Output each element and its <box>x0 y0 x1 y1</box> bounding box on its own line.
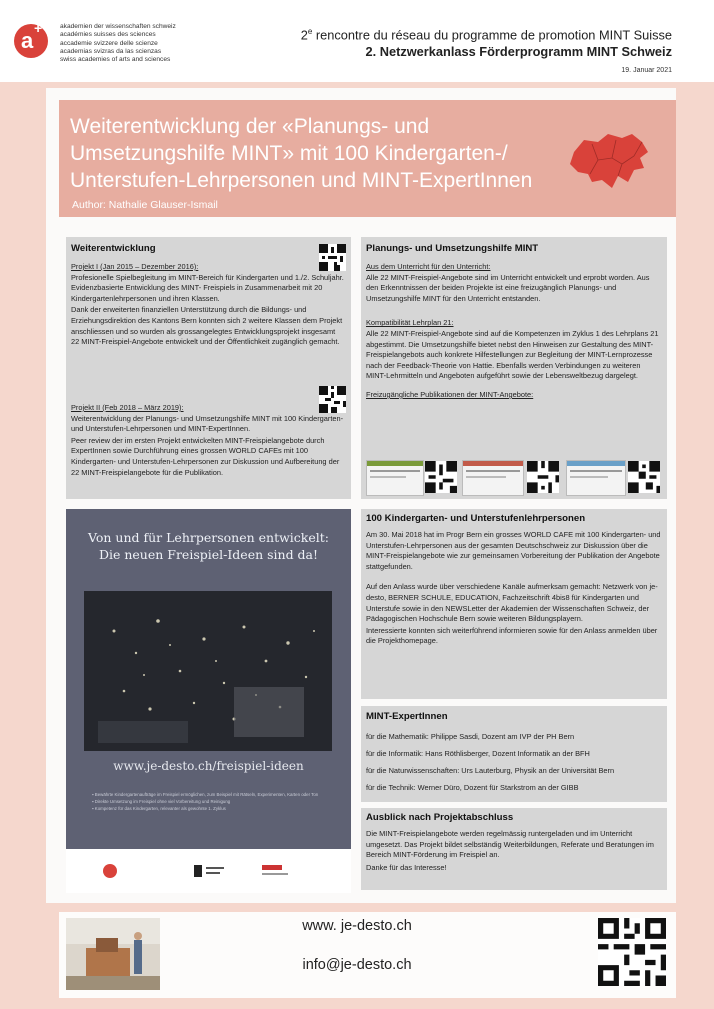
kindergarten-text: Am 30. Mai 2018 hat im Progr Bern ein grosses WORLD CAFE mit 100 Kindergarten- und Unterstufen-Lehrpersonen aus der gesamten Deutschschweiz zur Diskussion über die MINT-Freispielangebote wie zur gemeinsamen Vorbereitung der Publikation der Angebote stattgefunden. Auf den Anlass wurde über verschiedene Kanäle aufmerksam gemacht: Netzwerk von je-desto, BERNER SCHULE, EDUCATION, Fachzeitschrift 4bis8 für Kindergarten und Unterstufe sowie in den NEWSLetter der Akademien der Wissenschaften Schweiz, der Pädagogischen Hochschule Bern sowie weiteren Bildungsplayern. Interessierte konnten sich weiterführend informieren sowie für den Anlass anmelden über die Projekthomepage. <box>366 530 661 646</box>
flyer-photo <box>84 591 332 751</box>
planungshilfe-text: Aus dem Unterricht für den Unterricht: Alle 22 MINT-Freispiel-Angebote sind im Unterricht entwickelt und erprobt worden. Aus den Erkenntnissen der beiden Projekte ist eine freizugänglich Planungs- und Umsetzungshilfe MINT für den Unterricht entstanden. Kompatibilität Lehrplan 21: Alle 22 MINT-Freispiel-Angebote sind auf die Kompetenzen im Zyklus 1 des Lehrplans 21 abgestimmt. Die Umsetzungshilfe bietet nebst den Hinweisen zur Gestaltung des MINT-Freispielangebots auch konkrete Hilfestellungen zur Begleitung der MINT-Lernprozesse nach der Feedback-Theorie von Hattie. Ebenfalls werden Verbindungen zu weiteren MINT-Lehrmitteln und Angeboten aufgeführt sowie der Lebensweltbezug dargelegt. Freizugängliche Publikationen der MINT-Angebote: <box>366 262 659 399</box>
qr-code-icon[interactable] <box>628 461 660 493</box>
list-item: für die Technik: Werner Düro, Dozent für Starkstrom an der GIBB <box>366 783 579 792</box>
academies-name: akademien der wissenschaften schweiz académies suisses des sciences accademie svizzere delle scienze academias svizras da las scienzas swiss academies of arts and sciences <box>60 23 176 64</box>
flyer-url[interactable]: www.je-desto.ch/freispiel-ideen <box>113 759 304 773</box>
list-item: für die Naturwissenschaften: Urs Lauterburg, Physik an der Universität Bern <box>366 766 615 775</box>
publication-thumbnail[interactable] <box>366 460 424 496</box>
ausblick-text: Die MINT-Freispielangebote werden regelmässig runtergeladen und im Unterricht umgesetzt. Das Projekt bildet selbständig Weiterbildungen, Referate und Beratungen im Bereich MINT-Förderung im Freispiel an. Danke für das Interesse! <box>366 829 654 872</box>
event-date: 19. Januar 2021 <box>621 67 672 74</box>
ausblick-heading: Ausblick nach Projektabschluss <box>366 812 514 823</box>
flyer-title: Von und für Lehrpersonen entwickelt: Die neuen Freispiel-Ideen sind da! <box>87 530 329 562</box>
publication-thumbnail[interactable] <box>462 460 524 496</box>
event-title: 2e rencontre du réseau du programme de promotion MINT Suisse 2. Netzwerkanlass Förderprogramm MINT Schweiz <box>300 27 672 60</box>
weiterentwicklung-heading: Weiterentwicklung <box>71 243 156 254</box>
website-link[interactable]: www. je-desto.ch <box>302 918 412 934</box>
flyer-bullets: ▪ Bewährte Kindergartenaufträge im Freispiel ermöglichen, zum Beispiel mit Rätseln, Experimenten, Karten oder Ton ▪ Direkte Umsetzung im Freispiel ohne viel Vorbereitung und Reinigung ▪ Kompetenz für das Kindergarten, relevanter als gewohnte 1. Zyklus <box>92 792 319 811</box>
switzerland-map-icon <box>568 130 650 192</box>
flyer-logo-strip <box>66 849 351 893</box>
planungshilfe-heading: Planungs- und Umsetzungshilfe MINT <box>366 243 539 254</box>
publication-thumbnail[interactable] <box>566 460 626 496</box>
list-item: für die Mathematik: Philippe Sasdi, Dozent am IVP der PH Bern <box>366 732 575 741</box>
kindergarten-heading: 100 Kindergarten- und Unterstufenlehrpersonen <box>366 513 586 524</box>
qr-code-icon[interactable] <box>598 918 666 986</box>
qr-code-icon[interactable] <box>425 461 457 493</box>
experts-heading: MINT-ExpertInnen <box>366 711 448 722</box>
logo-plus-icon: + <box>34 20 43 36</box>
list-item: für die Informatik: Hans Röthlisberger, Dozent Informatik an der BFH <box>366 749 590 758</box>
logo-letter: a <box>21 28 34 53</box>
qr-code-icon[interactable] <box>527 461 559 493</box>
projekt-2-text: Projekt II (Feb 2018 – März 2019): Weiterentwicklung der Planungs- und Umsetzungshilfe MINT mit 100 Kindergarten- und Unterstufen-Lehrpersonen und MINT-ExpertInnen. Peer review der im ersten Projekt entwickelten MINT-Freispielangebote durch ExpertInnen sowie Durchführung eines grossen WORLD CAFEs mit 100 Kindergarten- und Unterstufen-Lehrpersonen zur Diskussion und Aufbereitung der 22 MINT-Freispielangebote für die Publikation. <box>71 403 344 477</box>
projekt-1-text: Projekt I (Jan 2015 – Dezember 2016): Profesionelle Spielbegleitung im MINT-Bereich für Kindergarten und 1./2. Schuljahr. Evidenzbasierte Entwicklung des MINT- Freispiels in Zusammenarbeit mit 20 Kindergartenlehrpersonen und ihren Klassen. Dank der erweiterten finanziellen Unterstützung durch die Bildungs- und Erziehungsdirektion des Kantons Bern konnten sich 2 weitere Klassen dem Projekt anschliessen und so wurden als grossangelegtes Entwicklungsprojekt insgesamt 22 MINT-Freispiel-Angebote entwickelt und der Öffentlichkeit zugänglich gemacht. <box>71 262 344 347</box>
freispiel-ideen-flyer <box>66 509 351 893</box>
experts-list <box>366 728 662 796</box>
email-link[interactable]: info@je-desto.ch <box>302 957 412 973</box>
author-line: Author: Nathalie Glauser-Ismail <box>72 199 218 211</box>
poster-title: Weiterentwicklung der «Planungs- und Umsetzungshilfe MINT» mit 100 Kindergarten-/ Unterstufen-Lehrpersonen und MINT-ExpertInnen <box>70 115 533 192</box>
